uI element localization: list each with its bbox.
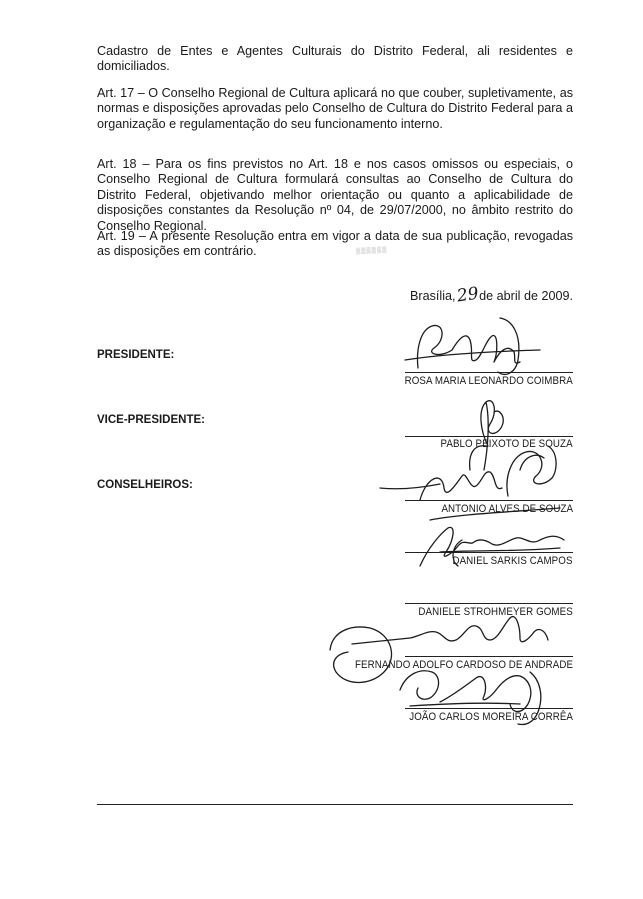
paragraph-art-18: Art. 18 – Para os fins previstos no Art. 18 e nos casos omissos ou especiais, o Conselho Regional de Cultura formulará consultas ao Conselho de Cultura do Distrito Federal, objetivando melhor orientação ou quanto a aplicabilidade de disposições constantes da Resolução nº 04, de 29/07/2000, no âmbito restrito do Conselho Regional. bbox=[97, 157, 573, 233]
date-line bbox=[400, 285, 573, 305]
signature-fernando bbox=[330, 617, 548, 683]
signature-line-1 bbox=[405, 372, 573, 373]
signature-line-2 bbox=[405, 436, 573, 437]
footer-rule bbox=[97, 804, 573, 805]
paragraph-art-17: Art. 17 – O Conselho Regional de Cultura aplicará no que couber, supletivamente, as normas e disposições aprovadas pelo Conselho de Cultura do Distrito Federal para a organização e regulamentação do seu funcionamento interno. bbox=[97, 86, 573, 131]
signature-line-3 bbox=[405, 500, 573, 501]
signature-line-5 bbox=[405, 603, 573, 604]
paragraph-art-19: Art. 19 – A presente Resolução entra em vigor a data de sua publicação, revogadas as disposições em contrário. bbox=[97, 229, 573, 259]
signatory-name: PABLO PEIXOTO DE SOUZA bbox=[440, 438, 573, 450]
faint-stamp-mark: ▒▒▒▒▒▒ bbox=[355, 247, 388, 255]
date-rest: de abril de 2009. bbox=[479, 289, 573, 303]
signatory-name: ANTONIO ALVES DE SOUZA bbox=[441, 503, 573, 515]
date-city: Brasília, bbox=[410, 289, 456, 303]
role-president: PRESIDENTE: bbox=[97, 349, 175, 361]
signatory-name: JOÃO CARLOS MOREIRA CORRÊA bbox=[409, 711, 573, 723]
signature-line-4 bbox=[405, 552, 573, 553]
signatory-name: DANIEL SARKIS CAMPOS bbox=[452, 555, 573, 567]
signatory-name: DANIELE STROHMEYER GOMES bbox=[418, 606, 573, 618]
signatory-name: ROSA MARIA LEONARDO COIMBRA bbox=[404, 375, 573, 387]
signature-rosa bbox=[405, 318, 540, 374]
paragraph-intro: Cadastro de Entes e Agentes Culturais do Distrito Federal, ali residentes e domiciliados. bbox=[97, 44, 573, 74]
date-day-handwritten: 29 bbox=[455, 283, 480, 307]
signatory-name: FERNANDO ADOLFO CARDOSO DE ANDRADE bbox=[354, 659, 573, 671]
role-councillors: CONSELHEIROS: bbox=[97, 479, 193, 491]
role-vice-president: VICE-PRESIDENTE: bbox=[97, 414, 205, 426]
signature-line-7 bbox=[405, 708, 573, 709]
signature-line-6 bbox=[405, 656, 573, 657]
